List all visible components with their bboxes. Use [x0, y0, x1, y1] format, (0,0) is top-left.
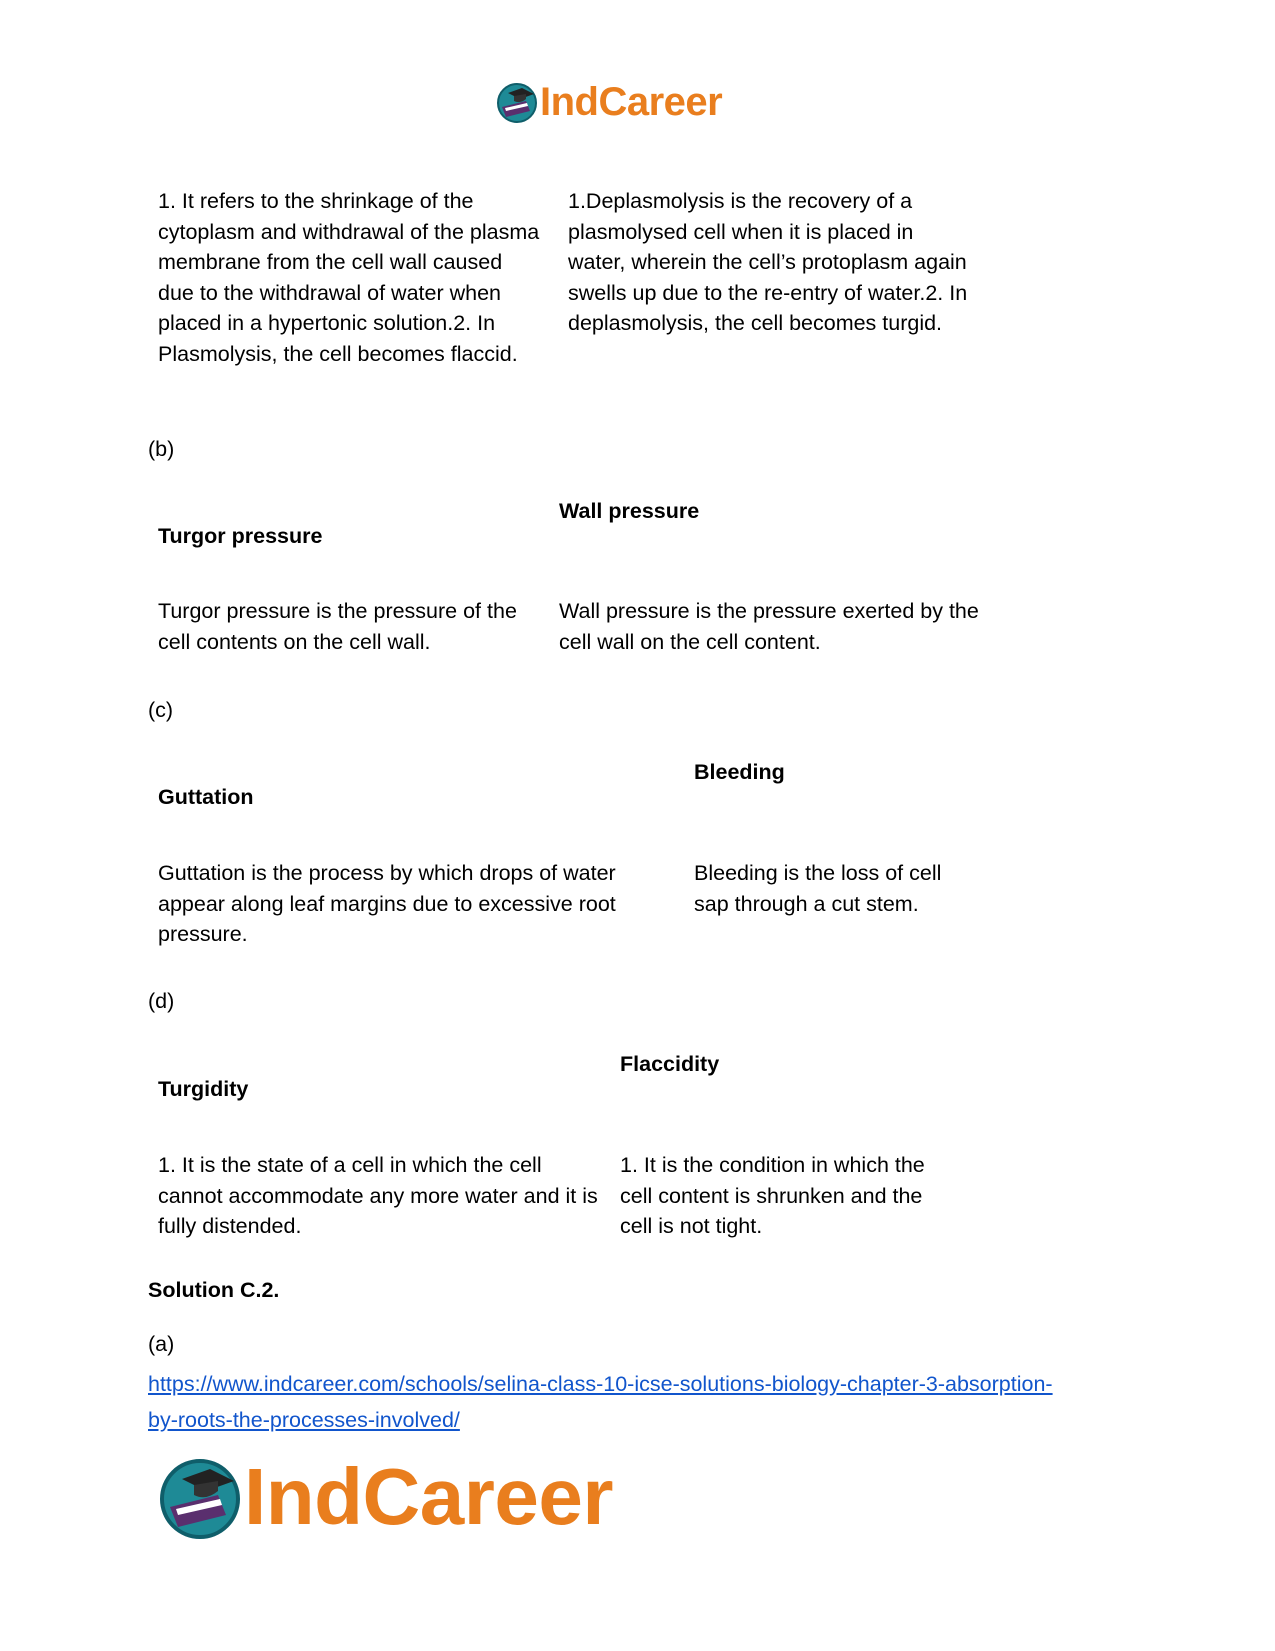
heading-bleeding: Bleeding: [694, 760, 785, 784]
bleeding-definition: Bleeding is the loss of cell sap through a cut stem.: [694, 861, 942, 916]
heading-guttation: Guttation: [158, 785, 254, 809]
heading-wall-pressure: Wall pressure: [559, 499, 700, 523]
flaccidity-definition: 1. It is the condition in which the cell content is shrunken and the cell is not tight.: [620, 1153, 925, 1238]
wall-pressure-definition: Wall pressure is the pressure exerted by the cell wall on the cell content.: [559, 599, 979, 654]
solution-link[interactable]: [148, 1366, 1148, 1438]
deplasmolysis-definition: 1.Deplasmolysis is the recovery of a plasmolysed cell when it is placed in water, wherein the cell’s protoplasm again swells up due to the re-entry of water.2. In deplasmolysis, the cell becomes turgid.: [568, 189, 968, 335]
solution-label-a: (a): [148, 1332, 175, 1356]
section-label-b: (b): [148, 437, 175, 461]
section-label-d: (d): [148, 989, 175, 1013]
plasmolysis-definition: 1. It refers to the shrinkage of the cytoplasm and withdrawal of the plasma membrane from the cell wall caused due to the withdrawal of water when placed in a hypertonic solution.2. In Plasmolysis, the cell becomes flaccid.: [158, 189, 540, 366]
heading-flaccidity: Flaccidity: [620, 1052, 720, 1076]
logo-wordmark: IndCareer: [540, 79, 723, 124]
section-label-c: (c): [148, 698, 174, 722]
heading-turgidity: Turgidity: [158, 1077, 249, 1101]
turgor-pressure-definition: Turgor pressure is the pressure of the cell contents on the cell wall.: [158, 599, 517, 654]
solution-link-line1[interactable]: https://www.indcareer.com/schools/selina-class-10-icse-solutions-biology-chapter-3-absorption-: [148, 1372, 1053, 1396]
logo-wordmark: IndCareer: [244, 1452, 613, 1541]
solution-heading: Solution C.2.: [148, 1278, 280, 1302]
guttation-definition: Guttation is the process by which drops of water appear along leaf margins due to excessive root pressure.: [158, 861, 616, 946]
graduation-book-icon: [158, 1455, 242, 1539]
turgidity-definition: 1. It is the state of a cell in which the cell cannot accommodate any more water and it is fully distended.: [158, 1153, 598, 1238]
heading-turgor-pressure: Turgor pressure: [158, 524, 323, 548]
solution-link-line2[interactable]: by-roots-the-processes-involved/: [148, 1408, 460, 1432]
header-logo: [496, 78, 722, 126]
graduation-book-icon: [496, 81, 538, 123]
footer-logo: [158, 1452, 613, 1542]
